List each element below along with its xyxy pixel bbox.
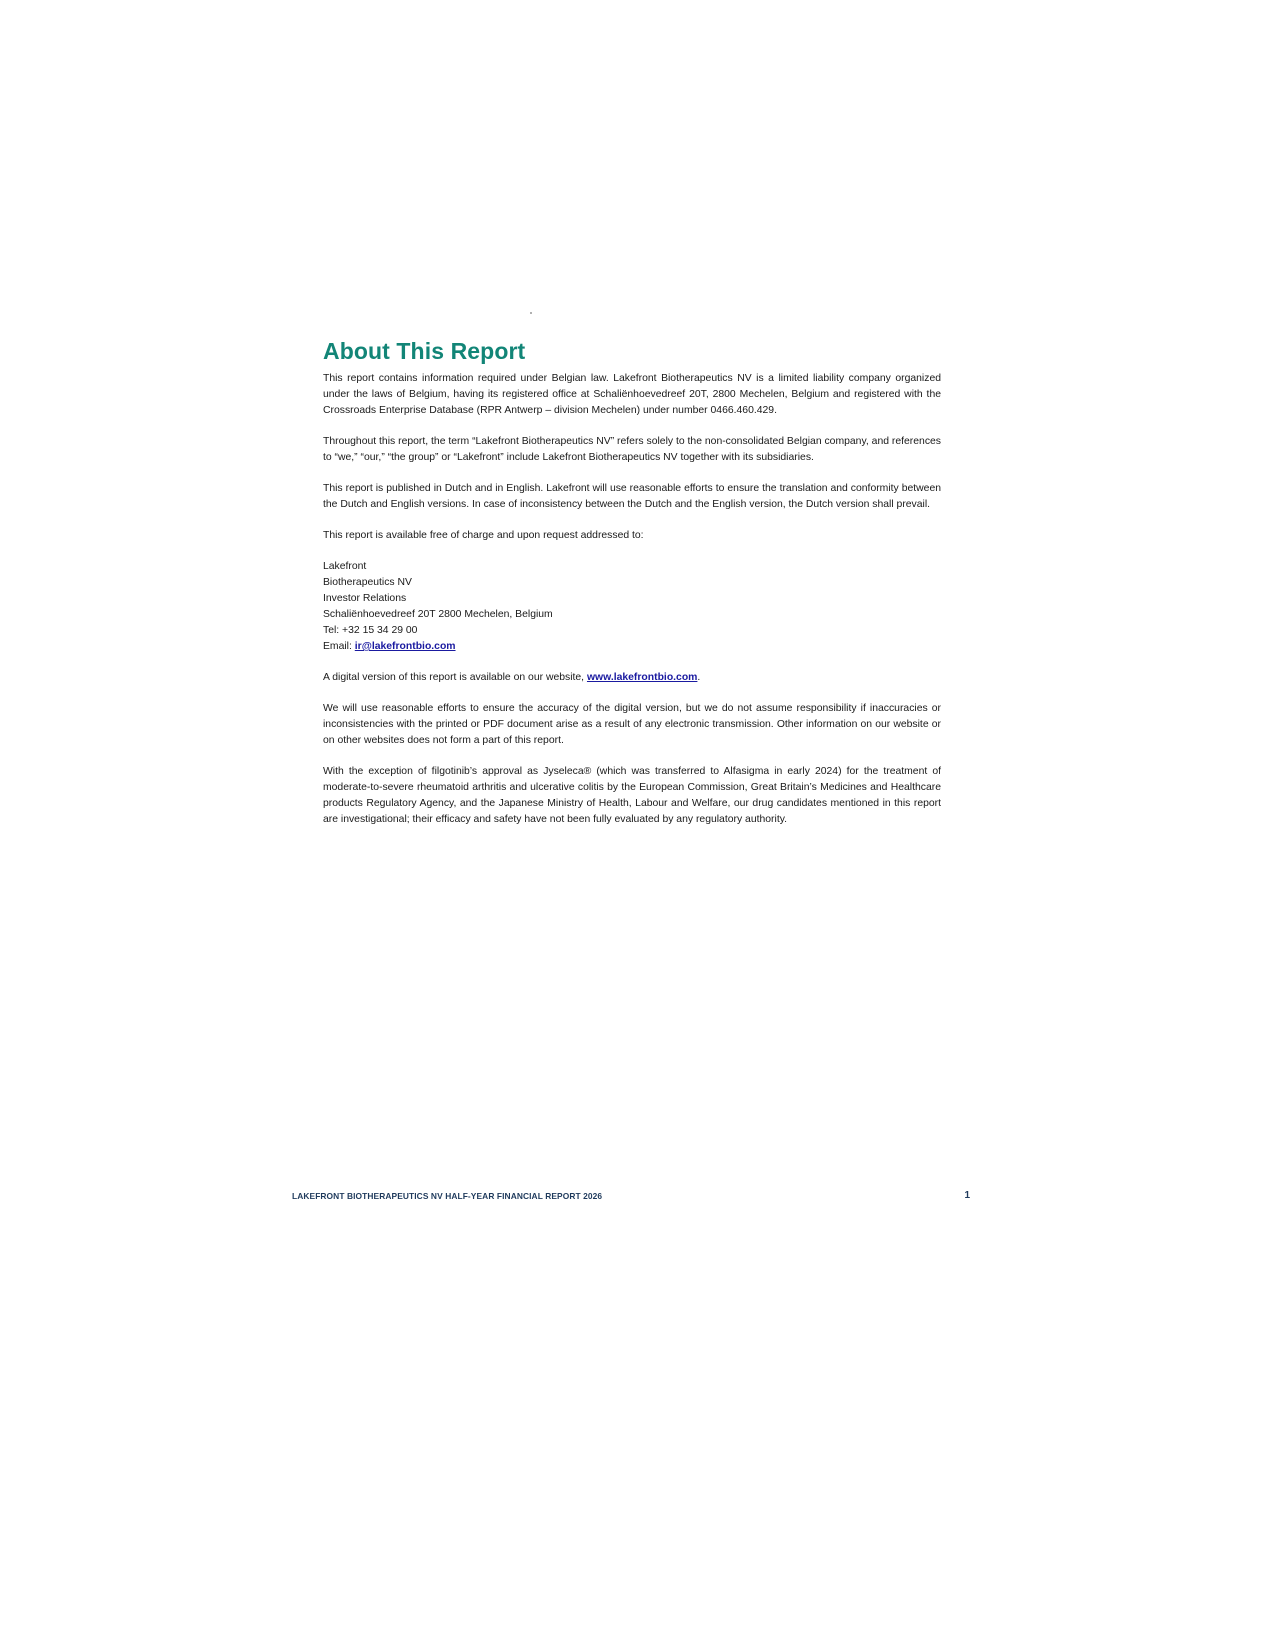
digital-version-text: A digital version of this report is available on our website, (323, 672, 587, 683)
address-block (323, 559, 941, 655)
address-line: Biotherapeutics NV (323, 577, 412, 588)
paragraph-regulatory: With the exception of filgotinib’s approval as Jyseleca® (which was transferred to Alfasigma in early 2024) for the treatment of moderate-to-severe rheumatoid arthritis and ulcerative colitis by the European Commission, Great Britain’s Medicines and Healthcare products Regulatory Agency, and the Japanese Ministry of Health, Labour and Welfare, our drug candidates mentioned in this report are investigational; their efficacy and safety have not been fully evaluated by any regulatory authority. (323, 766, 941, 825)
paragraph-accuracy: We will use reasonable efforts to ensure the accuracy of the digital version, but we do not assume responsibility if inaccuracies or inconsistencies with the printed or PDF document arise as a result of any electronic transmission. Other information on our website or on other websites does not form a part of this report. (323, 703, 941, 746)
stray-mark (530, 312, 532, 314)
email-label: Email: (323, 641, 355, 652)
address-email-row (323, 639, 941, 655)
page-number: 1 (964, 1190, 970, 1201)
page-footer (292, 1190, 970, 1201)
address-line: Lakefront (323, 561, 367, 572)
email-link[interactable]: ir@lakefrontbio.com (354, 641, 456, 652)
paragraph-digital-version (323, 670, 941, 686)
digital-version-end: . (697, 672, 701, 683)
website-link[interactable]: www.lakefrontbio.com (586, 672, 698, 683)
paragraph-legal-entity: This report contains information required under Belgian law. Lakefront Biotherapeutics NV is a limited liability company organized under the laws of Belgium, having its registered office at Schaliënhoevedreef 20T, 2800 Mechelen, Belgium and registered with the Crossroads Enterprise Database (RPR Antwerp – division Mechelen) under number 0466.460.429. (323, 373, 941, 416)
address-line: Schaliënhoevedreef 20T 2800 Mechelen, Belgium (323, 609, 553, 620)
paragraph-terminology: Throughout this report, the term “Lakefront Biotherapeutics NV” refers solely to the non-consolidated Belgian company, and references to “we,” “our,” “the group” or “Lakefront” include Lakefront Biotherapeutics NV together with its subsidiaries. (323, 436, 941, 463)
address-line: Investor Relations (323, 593, 407, 604)
footer-title: LAKEFRONT BIOTHERAPEUTICS NV HALF-YEAR FINANCIAL REPORT 2026 (292, 1190, 603, 1201)
page-title: About This Report (323, 338, 526, 364)
paragraph-languages: This report is published in Dutch and in English. Lakefront will use reasonable efforts to ensure the translation and conformity between the Dutch and English versions. In case of inconsistency between the Dutch and the English version, the Dutch version shall prevail. (323, 483, 941, 510)
report-page (323, 338, 941, 843)
address-telephone: Tel: +32 15 34 29 00 (323, 625, 418, 636)
paragraph-availability: This report is available free of charge and upon request addressed to: (323, 530, 644, 541)
